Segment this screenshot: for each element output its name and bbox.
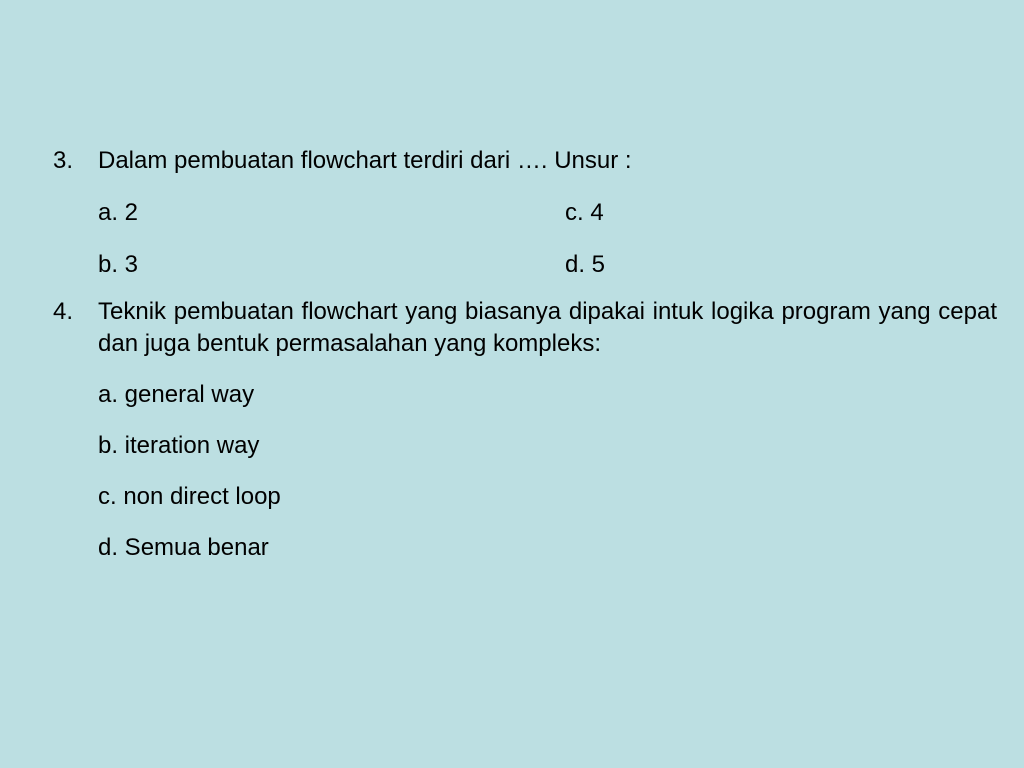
question-number: 4. xyxy=(53,298,74,325)
question-stem xyxy=(53,145,997,177)
option-c: c. 4 xyxy=(565,199,604,226)
option-b: b. iteration way xyxy=(98,432,260,459)
option-b: b. 3 xyxy=(98,251,139,278)
question-text: Teknik pembuatan flowchart yang biasanya dipakai intuk logika program yang cepat dan juga bentuk permasalahan yang kompleks: xyxy=(98,298,997,357)
question-3 xyxy=(53,145,997,281)
option-a: a. 2 xyxy=(98,199,139,226)
option-a: a. general way xyxy=(98,381,255,408)
options-row xyxy=(98,249,997,281)
option-d: d. 5 xyxy=(565,251,606,278)
option-d: d. Semua benar xyxy=(98,534,269,561)
option-c: c. non direct loop xyxy=(98,483,281,510)
question-number: 3. xyxy=(53,147,74,174)
question-text: Dalam pembuatan flowchart terdiri dari …. Unsur : xyxy=(98,147,632,174)
question-4 xyxy=(53,296,997,564)
options-row xyxy=(98,197,997,229)
question-stem xyxy=(53,296,997,360)
